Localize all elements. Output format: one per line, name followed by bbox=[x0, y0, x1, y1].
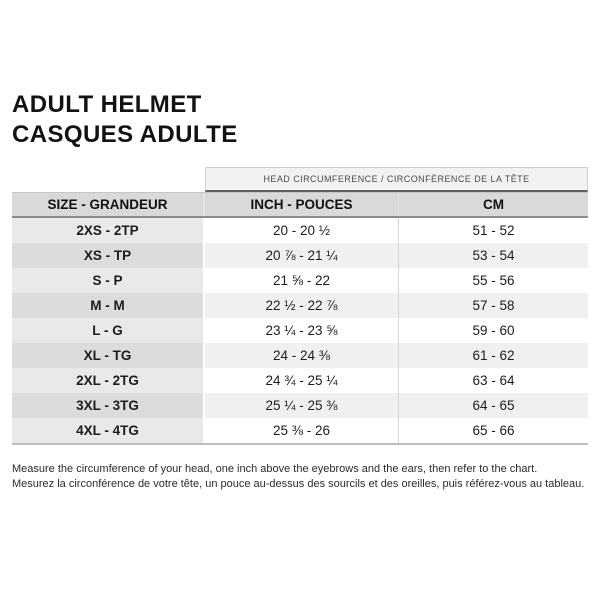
circumference-header-spacer bbox=[12, 167, 205, 192]
inch-cell: 23 ¼ - 23 ⅝ bbox=[205, 318, 399, 343]
size-cell: 2XS - 2TP bbox=[12, 218, 205, 243]
table-row bbox=[12, 293, 588, 318]
table-row bbox=[12, 318, 588, 343]
measuring-instructions-en: Measure the circumference of your head, one inch above the eyebrows and the ears, then refer to the chart. bbox=[12, 463, 538, 475]
inch-cell: 22 ½ - 22 ⅞ bbox=[205, 293, 399, 318]
column-header-inch: INCH - POUCES bbox=[205, 193, 399, 216]
inch-cell: 25 ¼ - 25 ⅜ bbox=[205, 393, 399, 418]
inch-cell: 24 - 24 ⅜ bbox=[205, 343, 399, 368]
table-row bbox=[12, 393, 588, 418]
table-row bbox=[12, 418, 588, 443]
cm-cell: 61 - 62 bbox=[399, 343, 588, 368]
inch-cell: 25 ⅜ - 26 bbox=[205, 418, 399, 443]
inch-cell: 24 ¾ - 25 ¼ bbox=[205, 368, 399, 393]
cm-cell: 51 - 52 bbox=[399, 218, 588, 243]
size-table bbox=[12, 167, 588, 445]
table-row bbox=[12, 343, 588, 368]
column-header-row bbox=[12, 192, 588, 218]
table-row bbox=[12, 368, 588, 393]
column-header-size: SIZE - GRANDEUR bbox=[12, 193, 205, 216]
size-cell: XS - TP bbox=[12, 243, 205, 268]
size-cell: 4XL - 4TG bbox=[12, 418, 205, 443]
table-row bbox=[12, 268, 588, 293]
circumference-header: HEAD CIRCUMFERENCE / CIRCONFÉRENCE DE LA TÊTE bbox=[205, 167, 588, 192]
cm-cell: 55 - 56 bbox=[399, 268, 588, 293]
cm-cell: 57 - 58 bbox=[399, 293, 588, 318]
circumference-header-row bbox=[12, 167, 588, 192]
column-header-cm: CM bbox=[483, 197, 504, 212]
page-title-fr: CASQUES ADULTE bbox=[12, 121, 238, 148]
measuring-instructions bbox=[12, 462, 588, 492]
size-cell: L - G bbox=[12, 318, 205, 343]
cm-cell: 64 - 65 bbox=[399, 393, 588, 418]
page-title-en: ADULT HELMET bbox=[12, 91, 202, 118]
inch-cell: 20 - 20 ½ bbox=[205, 218, 399, 243]
size-cell: 3XL - 3TG bbox=[12, 393, 205, 418]
size-cell: S - P bbox=[12, 268, 205, 293]
inch-cell: 20 ⅞ - 21 ¼ bbox=[205, 243, 399, 268]
measuring-instructions-fr: Mesurez la circonférence de votre tête, un pouce au-dessus des sourcils et des oreilles, puis référez-vous au tableau. bbox=[12, 478, 585, 490]
cm-cell: 63 - 64 bbox=[399, 368, 588, 393]
cm-cell: 59 - 60 bbox=[399, 318, 588, 343]
size-cell: 2XL - 2TG bbox=[12, 368, 205, 393]
cm-cell: 65 - 66 bbox=[399, 418, 588, 443]
page-title bbox=[12, 90, 588, 150]
size-cell: M - M bbox=[12, 293, 205, 318]
inch-cell: 21 ⅝ - 22 bbox=[205, 268, 399, 293]
table-row bbox=[12, 218, 588, 243]
table-row bbox=[12, 243, 588, 268]
size-cell: XL - TG bbox=[12, 343, 205, 368]
cm-cell: 53 - 54 bbox=[399, 243, 588, 268]
